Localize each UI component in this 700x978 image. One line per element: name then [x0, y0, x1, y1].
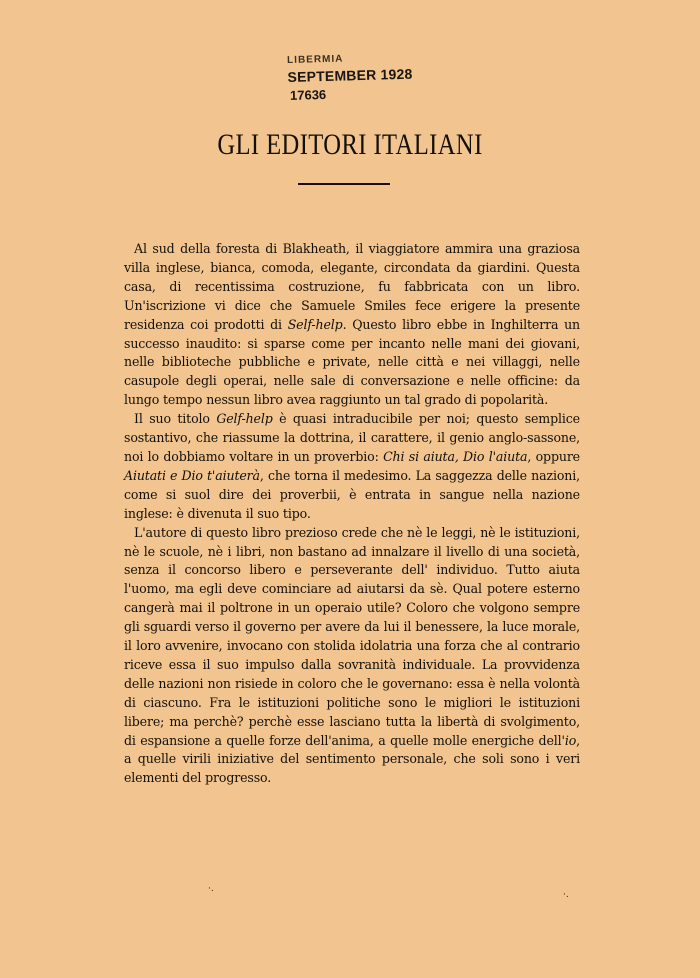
italic-text: Aiutati e Dio t'aiuterà	[124, 467, 260, 483]
page-title: GLI EDITORI ITALIANI	[217, 128, 483, 161]
body-text	[124, 240, 580, 788]
page-speck: ·.	[563, 890, 569, 900]
stamp-library-line: LIBERMIA	[286, 53, 344, 66]
paragraph-text: , oppure	[527, 448, 580, 464]
paragraph-text: , a quelle virili iniziative del sentimento personale, che soli sono i veri elementi del progresso.	[124, 732, 580, 786]
italic-text: Chi si aiuta, Dio l'aiuta	[383, 448, 528, 464]
italic-text: Gelf-help	[216, 411, 273, 427]
paragraph	[124, 240, 580, 410]
paragraph-text: Il suo titolo	[134, 411, 217, 427]
italic-text: Self-help	[287, 316, 343, 332]
stamp-date-line: SEPTEMBER 1928	[287, 65, 413, 85]
library-stamp	[287, 53, 413, 102]
paragraph	[124, 410, 580, 523]
paragraph-text: è quasi intraducibile per noi; questo semplice sostantivo, che riassume la dottrina, il carattere, il genio anglo-sassone, noi lo dobbiamo voltare in un proverbio:	[124, 411, 580, 464]
paragraph-text: Al sud della foresta di Blakheath, il viaggiatore ammira una graziosa villa inglese, bianca, comoda, elegante, circondata da giardini. Questa casa, di recentissima costruzione, fu fabbricata con un libro. Un'iscrizione vi dice che Samuele Smiles fece erigere la presente residenza coi prodotti di	[124, 241, 580, 332]
paragraph	[124, 524, 580, 789]
italic-text: io	[564, 732, 577, 748]
paragraph-text: L'autore di questo libro prezioso crede che nè le leggi, nè le istituzioni, nè le scuole, nè i libri, non bastano ad innalzare il livello di una società, senza il concorso libero e perseverante dell' individuo. Tutto aiuta l'uomo, ma egli deve cominciare ad aiutarsi da sè. Qual potere esterno cangerà mai il poltrone in un operaio utile? Coloro che volgono sempre gli sguardi verso il governo per avere da lui il benessere, la luce morale, il loro avvenire, invocano con stolida idolatria una forza che al contrario riceve essa il suo impulso dalla sovranità individuale. La provvidenza delle nazioni non risiede in coloro che le governano: essa è nella volontà di ciascuno. Fra le istituzioni politiche sono le migliori le istituzioni libere; ma perchè? perchè esse lasciano tutta la libertà di svolgimento, di espansione a quelle forze dell'anima, a quelle molle energiche dell'	[124, 524, 580, 748]
page-speck: ·.	[208, 884, 214, 894]
stamp-number-line: 17636	[289, 86, 327, 103]
paragraph-text: , che torna il medesimo. La saggezza delle nazioni, come si suol dire dei proverbii, è entrata in sangue nella nazione inglese: è divenuta il suo tipo.	[124, 467, 580, 521]
title-rule	[298, 183, 390, 185]
paragraph-text: . Questo libro ebbe in Inghilterra un successo inaudito: si sparse come per incanto nelle mani dei giovani, nelle biblioteche pubbliche e private, nelle città e nei villaggi, nelle casupole degli operai, nelle sale di conversazione e nelle officine: da lungo tempo nessun libro avea raggiunto un tal grado di popolarità.	[124, 316, 581, 408]
